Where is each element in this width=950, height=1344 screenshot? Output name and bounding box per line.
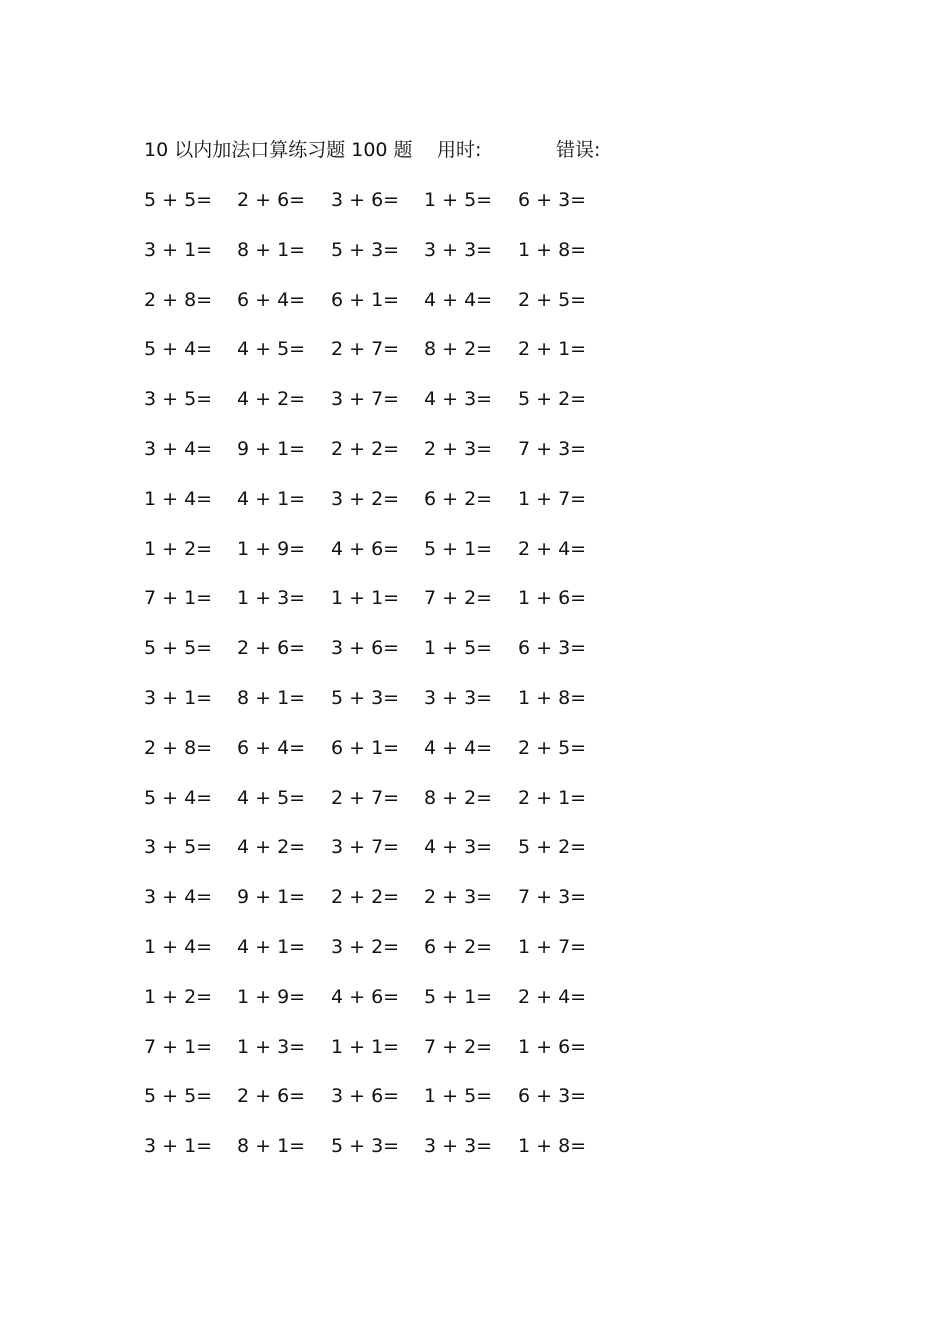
addition-problem: 3 + 4= — [144, 437, 213, 460]
addition-problem: 5 + 4= — [144, 786, 213, 809]
worksheet-header — [144, 136, 704, 164]
problem-row — [144, 882, 624, 932]
problem-row — [144, 583, 624, 633]
addition-problem: 3 + 1= — [144, 686, 213, 709]
addition-problem: 5 + 1= — [424, 537, 493, 560]
addition-problem: 1 + 4= — [144, 935, 213, 958]
addition-problem: 6 + 3= — [518, 637, 587, 660]
addition-problem: 2 + 6= — [237, 1085, 306, 1108]
time-label: 用时: — [437, 139, 482, 161]
addition-problem: 5 + 3= — [331, 238, 400, 261]
addition-problem: 3 + 2= — [331, 935, 400, 958]
addition-problem: 2 + 6= — [237, 637, 306, 660]
problem-row — [144, 285, 624, 335]
problem-row — [144, 1032, 624, 1082]
problem-row — [144, 1131, 624, 1181]
addition-problem: 3 + 3= — [424, 1135, 493, 1158]
problem-row — [144, 334, 624, 384]
addition-problem: 4 + 5= — [237, 786, 306, 809]
problem-row — [144, 733, 624, 783]
addition-problem: 2 + 1= — [518, 786, 587, 809]
addition-problem: 1 + 2= — [144, 985, 213, 1008]
addition-problem: 2 + 3= — [424, 437, 493, 460]
addition-problem: 6 + 2= — [424, 935, 493, 958]
addition-problem: 8 + 1= — [237, 686, 306, 709]
addition-problem: 3 + 7= — [331, 388, 400, 411]
addition-problem: 3 + 5= — [144, 388, 213, 411]
addition-problem: 5 + 3= — [331, 1135, 400, 1158]
addition-problem: 3 + 3= — [424, 686, 493, 709]
problem-row — [144, 633, 624, 683]
addition-problem: 2 + 4= — [518, 537, 587, 560]
addition-problem: 3 + 6= — [331, 189, 400, 211]
addition-problem: 3 + 5= — [144, 836, 213, 859]
addition-problem: 7 + 3= — [518, 437, 587, 460]
addition-problem: 6 + 3= — [518, 1085, 587, 1108]
addition-problem: 5 + 5= — [144, 189, 213, 211]
addition-problem: 1 + 1= — [331, 587, 400, 610]
addition-problem: 2 + 8= — [144, 736, 213, 759]
addition-problem: 2 + 6= — [237, 189, 306, 211]
addition-problem: 4 + 3= — [424, 836, 493, 859]
errors-label: 错误: — [556, 139, 601, 161]
problem-row — [144, 783, 624, 833]
addition-problem: 1 + 8= — [518, 1135, 587, 1158]
addition-problem: 2 + 4= — [518, 985, 587, 1008]
addition-problem: 3 + 3= — [424, 238, 493, 261]
addition-problem: 7 + 2= — [424, 587, 493, 610]
addition-problem: 8 + 2= — [424, 338, 493, 361]
addition-problem: 8 + 1= — [237, 238, 306, 261]
addition-problem: 1 + 6= — [518, 587, 587, 610]
addition-problem: 3 + 7= — [331, 836, 400, 859]
addition-problem: 2 + 5= — [518, 736, 587, 759]
addition-problem: 1 + 2= — [144, 537, 213, 560]
addition-problem: 7 + 1= — [144, 1035, 213, 1058]
problem-row — [144, 982, 624, 1032]
problem-row — [144, 235, 624, 285]
addition-problem: 1 + 9= — [237, 985, 306, 1008]
addition-problem: 7 + 2= — [424, 1035, 493, 1058]
addition-problem: 4 + 1= — [237, 487, 306, 510]
addition-problem: 1 + 7= — [518, 487, 587, 510]
problem-row — [144, 534, 624, 584]
addition-problem: 2 + 8= — [144, 288, 213, 311]
addition-problem: 2 + 7= — [331, 338, 400, 361]
problem-row — [144, 384, 624, 434]
addition-problem: 4 + 5= — [237, 338, 306, 361]
addition-problem: 3 + 1= — [144, 238, 213, 261]
addition-problem: 5 + 1= — [424, 985, 493, 1008]
addition-problem: 9 + 1= — [237, 437, 306, 460]
addition-problem: 4 + 3= — [424, 388, 493, 411]
addition-problem: 4 + 1= — [237, 935, 306, 958]
addition-problem: 4 + 2= — [237, 388, 306, 411]
addition-problem: 1 + 9= — [237, 537, 306, 560]
addition-problem: 1 + 5= — [424, 1085, 493, 1108]
problem-row — [144, 932, 624, 982]
problem-row — [144, 484, 624, 534]
addition-problem: 2 + 1= — [518, 338, 587, 361]
worksheet-title: 10 以内加法口算练习题 100 题 — [144, 139, 413, 161]
addition-problem: 4 + 4= — [424, 288, 493, 311]
addition-problem: 5 + 2= — [518, 388, 587, 411]
addition-problem: 2 + 3= — [424, 886, 493, 909]
addition-problem: 5 + 3= — [331, 686, 400, 709]
problem-row — [144, 185, 624, 235]
addition-problem: 3 + 6= — [331, 637, 400, 660]
addition-problem: 6 + 4= — [237, 736, 306, 759]
addition-problem: 1 + 8= — [518, 238, 587, 261]
addition-problem: 4 + 2= — [237, 836, 306, 859]
addition-problem: 3 + 1= — [144, 1135, 213, 1158]
addition-problem: 5 + 4= — [144, 338, 213, 361]
addition-problem: 8 + 2= — [424, 786, 493, 809]
problem-row — [144, 1081, 624, 1131]
problem-row — [144, 434, 624, 484]
addition-problem: 5 + 5= — [144, 1085, 213, 1108]
addition-problem: 1 + 4= — [144, 487, 213, 510]
addition-problem: 1 + 7= — [518, 935, 587, 958]
addition-problem: 2 + 2= — [331, 886, 400, 909]
addition-problem: 3 + 4= — [144, 886, 213, 909]
addition-problem: 6 + 1= — [331, 288, 400, 311]
addition-problem: 6 + 4= — [237, 288, 306, 311]
addition-problem: 1 + 5= — [424, 189, 493, 211]
addition-problem: 3 + 2= — [331, 487, 400, 510]
addition-problem: 6 + 2= — [424, 487, 493, 510]
addition-problem: 1 + 3= — [237, 587, 306, 610]
addition-problem: 6 + 3= — [518, 189, 587, 211]
problem-row — [144, 832, 624, 882]
addition-problem: 4 + 6= — [331, 537, 400, 560]
addition-problem: 2 + 7= — [331, 786, 400, 809]
addition-problem: 1 + 1= — [331, 1035, 400, 1058]
addition-problem: 1 + 5= — [424, 637, 493, 660]
addition-problem: 5 + 2= — [518, 836, 587, 859]
addition-problem: 4 + 6= — [331, 985, 400, 1008]
addition-problem: 1 + 8= — [518, 686, 587, 709]
addition-problem: 1 + 3= — [237, 1035, 306, 1058]
problem-grid — [144, 185, 624, 1181]
addition-problem: 1 + 6= — [518, 1035, 587, 1058]
addition-problem: 8 + 1= — [237, 1135, 306, 1158]
addition-problem: 6 + 1= — [331, 736, 400, 759]
addition-problem: 2 + 5= — [518, 288, 587, 311]
addition-problem: 3 + 6= — [331, 1085, 400, 1108]
addition-problem: 9 + 1= — [237, 886, 306, 909]
problem-row — [144, 683, 624, 733]
addition-problem: 7 + 3= — [518, 886, 587, 909]
addition-problem: 4 + 4= — [424, 736, 493, 759]
addition-problem: 7 + 1= — [144, 587, 213, 610]
addition-problem: 2 + 2= — [331, 437, 400, 460]
addition-problem: 5 + 5= — [144, 637, 213, 660]
